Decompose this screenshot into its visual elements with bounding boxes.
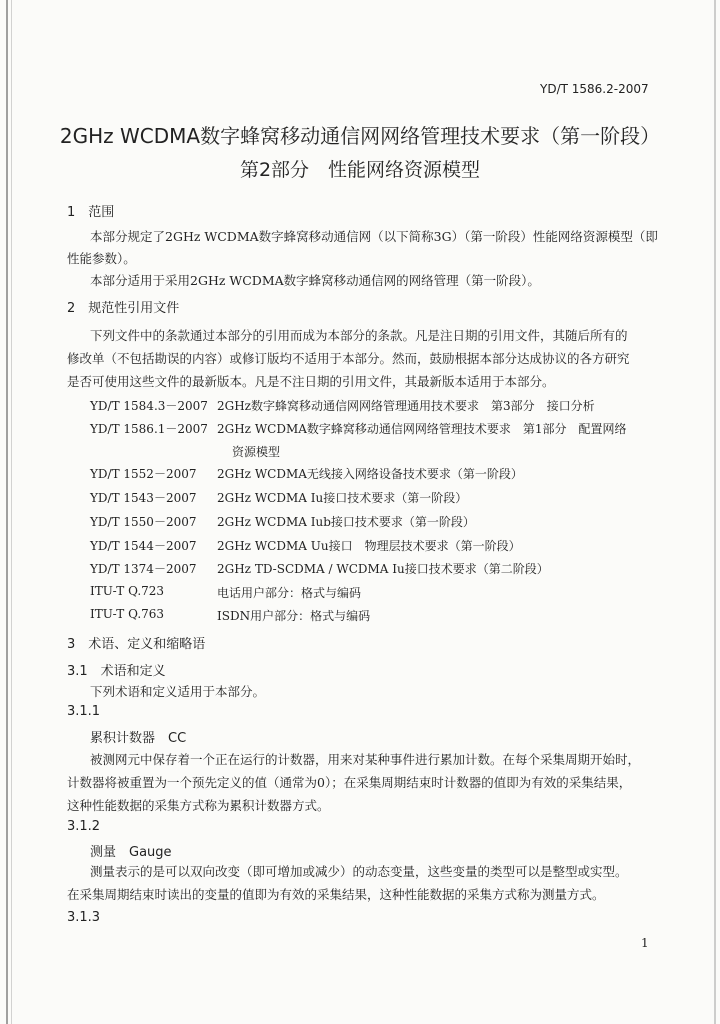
term-number-3-1-3: 3.1.3 xyxy=(67,910,101,925)
reference-code: YD/T 1543－2007 xyxy=(90,491,197,505)
term-3-1-1-definition-line-3: 这种性能数据的采集方式称为累积计数器方式。 xyxy=(67,798,330,813)
section-1-paragraph-1-line-2: 性能参数）。 xyxy=(67,251,136,266)
reference-title: 电话用户部分：格式与编码 xyxy=(217,586,362,600)
section-1-paragraph-2: 本部分适用于采用2GHz WCDMA数字蜂窝移动通信网的网络管理（第一阶段）。 xyxy=(90,273,540,288)
reference-title: 2GHz WCDMA无线接入网络设备技术要求（第一阶段） xyxy=(217,467,523,481)
document-title-line2: 第2部分 性能网络资源模型 xyxy=(239,159,481,181)
section-2-paragraph-line-1: 下列文件中的条款通过本部分的引用而成为本部分的条款。凡是注日期的引用文件，其随后所有的 xyxy=(90,328,628,343)
reference-title: 2GHz WCDMA Iub接口技术要求（第一阶段） xyxy=(217,515,475,529)
page-number: 1 xyxy=(641,936,649,950)
scan-edge-left-inner xyxy=(11,0,12,1024)
section-3-heading: 3 术语、定义和缩略语 xyxy=(67,637,206,652)
term-3-1-2: 测量 Gauge xyxy=(90,845,172,860)
reference-code: YD/T 1552－2007 xyxy=(90,467,197,481)
section-2-heading: 2 规范性引用文件 xyxy=(67,301,180,316)
scan-edge-right xyxy=(714,0,716,1024)
reference-title: ISDN用户部分：格式与编码 xyxy=(217,609,371,623)
scan-edge-left xyxy=(6,0,8,1024)
reference-title: 2GHz WCDMA Uu接口 物理层技术要求（第一阶段） xyxy=(217,539,521,553)
section-1-paragraph-1-line-1: 本部分规定了2GHz WCDMA数字蜂窝移动通信网（以下简称3G）（第一阶段）性能网络资源模型（即 xyxy=(90,229,658,244)
section-2-paragraph-line-2: 修改单（不包括勘误的内容）或修订版均不适用于本部分。然而，鼓励根据本部分达成协议的各方研究 xyxy=(67,351,630,366)
reference-title: 2GHz数字蜂窝移动通信网网络管理通用技术要求 第3部分 接口分析 xyxy=(217,399,595,413)
term-number-3-1-2: 3.1.2 xyxy=(67,819,101,834)
reference-title: 2GHz TD-SCDMA / WCDMA Iu接口技术要求（第二阶段） xyxy=(217,562,549,576)
document-code: YD/T 1586.2-2007 xyxy=(540,82,649,96)
section-3-1-paragraph: 下列术语和定义适用于本部分。 xyxy=(90,684,266,699)
term-3-1-1-definition-line-1: 被测网元中保存着一个正在运行的计数器，用来对某种事件进行累加计数。在每个采集周期开始时， xyxy=(90,752,641,767)
term-3-1-2-definition-line-1: 测量表示的是可以双向改变（即可增加或减少）的动态变量，这些变量的类型可以是整型或实型。 xyxy=(90,864,628,879)
reference-code: YD/T 1550－2007 xyxy=(90,515,197,529)
reference-code: YD/T 1374－2007 xyxy=(90,562,197,576)
reference-title: 2GHz WCDMA Iu接口技术要求（第一阶段） xyxy=(217,491,468,505)
section-3-1-heading: 3.1 术语和定义 xyxy=(67,664,166,679)
document-title-line1: 2GHz WCDMA数字蜂窝移动通信网网络管理技术要求（第一阶段） xyxy=(59,124,661,148)
term-3-1-1: 累积计数器 CC xyxy=(90,731,187,746)
reference-title: 2GHz WCDMA数字蜂窝移动通信网网络管理技术要求 第1部分 配置网络 xyxy=(217,422,627,436)
reference-code: ITU-T Q.763 xyxy=(90,607,165,621)
reference-title-continued: 资源模型 xyxy=(232,445,281,459)
term-number-3-1-1: 3.1.1 xyxy=(67,704,101,719)
term-3-1-1-definition-line-2: 计数器将被重置为一个预先定义的值（通常为0）；在采集周期结束时计数器的值即为有效的采集结果， xyxy=(67,775,632,790)
reference-code: YD/T 1586.1－2007 xyxy=(90,422,208,436)
reference-code: YD/T 1584.3－2007 xyxy=(90,399,208,413)
term-3-1-2-definition-line-2: 在采集周期结束时读出的变量的值即为有效的采集结果，这种性能数据的采集方式称为测量方式。 xyxy=(67,887,605,902)
section-1-heading: 1 范围 xyxy=(67,205,115,220)
reference-code: YD/T 1544－2007 xyxy=(90,539,197,553)
reference-code: ITU-T Q.723 xyxy=(90,584,165,598)
section-2-paragraph-line-3: 是否可使用这些文件的最新版本。凡是不注日期的引用文件，其最新版本适用于本部分。 xyxy=(67,374,555,389)
